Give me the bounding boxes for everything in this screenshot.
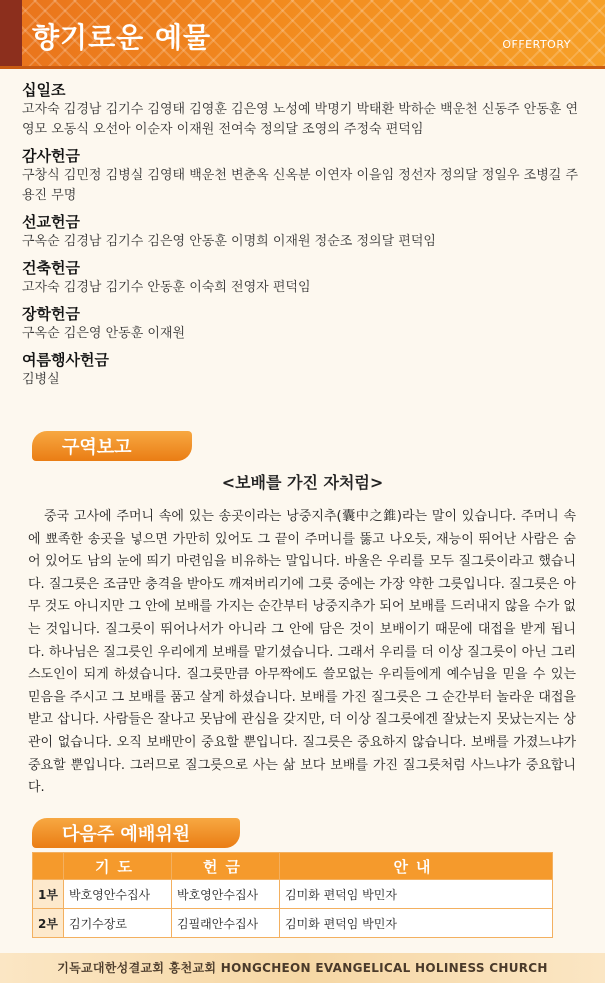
prayer-cell: 김기수장로	[64, 909, 172, 938]
table-header-row	[33, 853, 553, 880]
category-title: 감사헌금	[22, 147, 80, 165]
worship-staff-table	[32, 852, 553, 938]
offering-category	[22, 258, 582, 298]
church-footer: 기독교대한성결교회 홍천교회 HONGCHEON EVANGELICAL HOLINESS CHURCH	[0, 953, 605, 983]
header-accent-bar	[0, 0, 22, 66]
offering-category	[22, 212, 582, 252]
usher-cell: 김미화 편덕임 박민자	[280, 880, 553, 909]
category-names: 구옥순 김은영 안동훈 이재원	[22, 326, 186, 341]
category-names: 김병실	[22, 372, 60, 387]
page-header	[0, 0, 605, 69]
next-week-tab: 다음주 예배위원	[32, 818, 240, 848]
column-header-usher: 안내	[280, 853, 553, 880]
category-names: 고자숙 김경남 김기수 김영태 김영훈 김은영 노성예 박명기 박태환 박하순 백운천 신동주 안동훈 연영모 오동식 오선아 이순자 이재원 전여숙 정의달 조영의 주정숙 편덕임	[22, 102, 579, 137]
category-names: 구창식 김민정 김병실 김영태 백운천 변춘옥 신옥분 이연자 이을임 정선자 정의달 정일우 조병길 주용진 무명	[22, 168, 579, 203]
offering-category	[22, 146, 582, 206]
offering-cell: 박호영안수집사	[172, 880, 280, 909]
table-row	[33, 880, 553, 909]
service-label: 1부	[33, 880, 64, 909]
table-row	[33, 909, 553, 938]
column-header-prayer: 기도	[64, 853, 172, 880]
page-title-english: OFFERTORY	[502, 38, 571, 51]
category-title: 여름행사헌금	[22, 351, 109, 369]
category-names: 고자숙 김경남 김기수 안동훈 이숙희 전영자 편덕임	[22, 280, 311, 295]
offering-category	[22, 80, 582, 140]
usher-cell: 김미화 편덕임 박민자	[280, 909, 553, 938]
column-header-offering: 헌금	[172, 853, 280, 880]
service-label: 2부	[33, 909, 64, 938]
category-names: 구옥순 김경남 김기수 김은영 안동훈 이명희 이재원 정순조 정의달 편덕임	[22, 234, 436, 249]
page-title: 향기로운 예물	[32, 21, 212, 54]
corner-cell	[33, 853, 64, 880]
offering-category	[22, 350, 582, 390]
essay-body: 중국 고사에 주머니 속에 있는 송곳이라는 낭중지추(囊中之錐)라는 말이 있습니다. 주머니 속에 뾰족한 송곳을 넣으면 가만히 있어도 그 끝이 주머니를 뚫고 나오듯, 재능이 뛰어난 사람은 숨어 있어도 남의 눈에 띄기 마련임을 비유하는 말입니다. 바울은 우리를 모두 질그릇이라고 했습니다. 질그릇은 조금만 충격을 받아도 깨져버리기에 그릇 중에는 가장 약한 그릇입니다. 질그릇은 아무 것도 아니지만 그 안에 보배를 가지는 순간부터 낭중지추가 되어 보배를 드러내지 않을 수가 없는 것입니다. 질그릇이 뛰어나서가 아니라 그 안에 담은 것이 보배이기 때문에 대접을 받게 됩니다. 하나님은 질그릇인 우리에게 보배를 맡기셨습니다. 그래서 우리를 더 이상 질그릇이 아닌 그리스도인이 되게 하셨습니다. 질그릇만큼 아무짝에도 쓸모없는 우리들에게 예수님을 믿을 수 있는 믿음을 주시고 그 보배를 품고 살게 하셨습니다. 보배를 가진 질그릇은 그 순간부터 놀라운 대접을 받고 삽니다. 사람들은 잘나고 못남에 관심을 갖지만, 더 이상 질그릇에겐 잘났는지 못났는지는 상관이 없습니다. 오직 보배만이 중요할 뿐입니다. 질그릇은 중요하지 않습니다. 보배를 가졌느냐가 중요할 뿐입니다. 그러므로 질그릇으로 사는 삶 보다 보배를 가진 질그릇처럼 사느냐가 중요합니다.	[28, 509, 576, 796]
prayer-cell: 박호영안수집사	[64, 880, 172, 909]
offering-list	[22, 74, 582, 390]
category-title: 건축헌금	[22, 259, 80, 277]
offering-category	[22, 304, 582, 344]
category-title: 십일조	[22, 81, 66, 99]
category-title: 선교헌금	[22, 213, 80, 231]
offering-cell: 김필래안수집사	[172, 909, 280, 938]
district-report-tab: 구역보고	[32, 431, 192, 461]
essay-title: <보배를 가진 자처럼>	[221, 473, 384, 492]
category-title: 장학헌금	[22, 305, 80, 323]
